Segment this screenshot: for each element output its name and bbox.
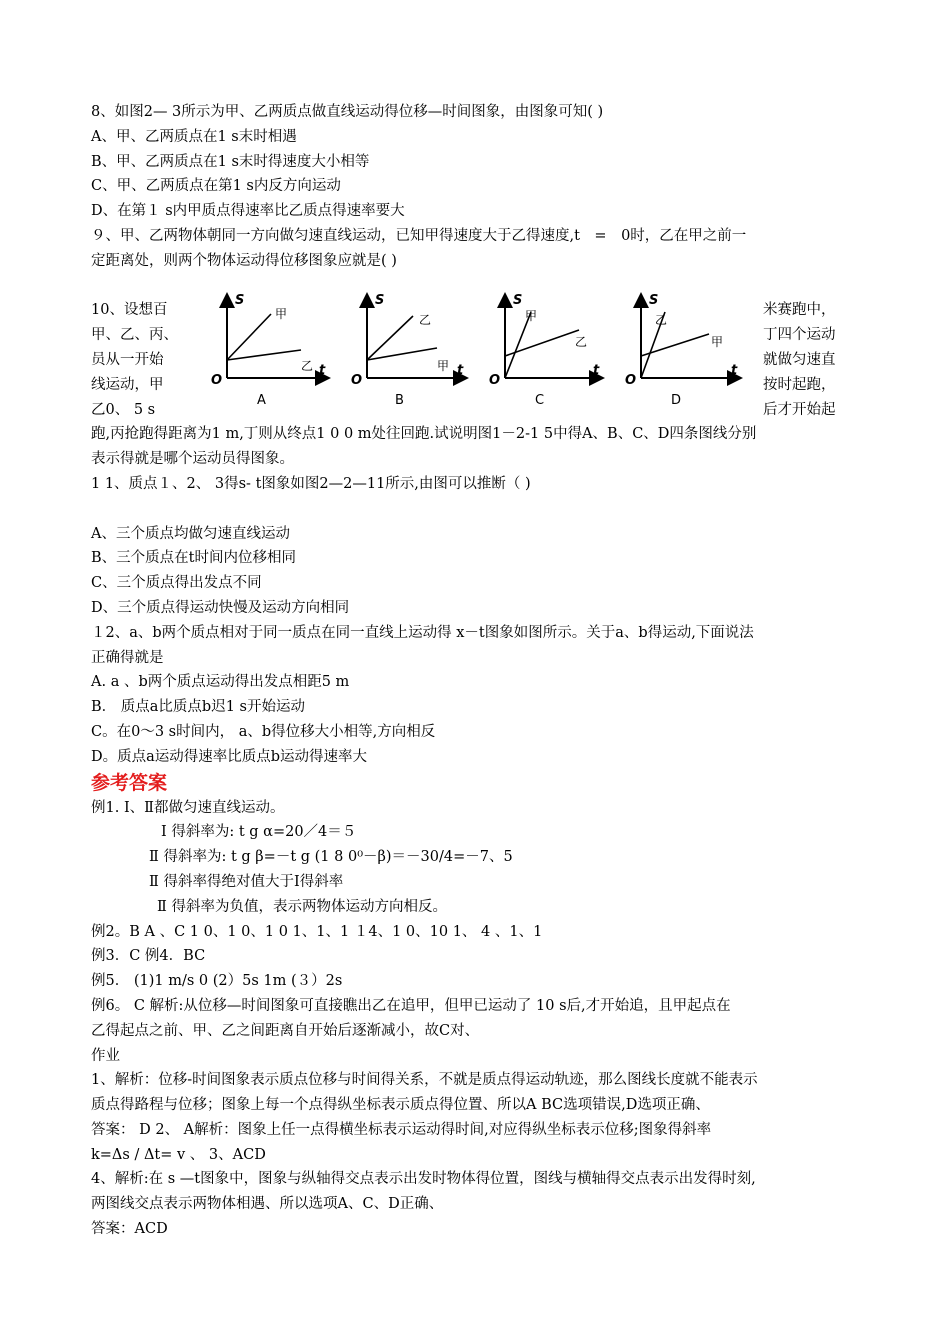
graph-a-line-jia <box>227 314 271 360</box>
graph-c-axis-s: S <box>513 293 523 309</box>
graph-d-origin: O <box>625 373 637 389</box>
graph-c-axis-t: t <box>593 363 600 379</box>
graph-c-label-jia: 甲 <box>525 309 538 324</box>
q11-option-a: A、三个质点均做匀速直线运动 <box>91 525 290 542</box>
q10-left-line: 10、设想百 <box>91 302 168 319</box>
q8-option-a: A、甲、乙两质点在1 s末时相遇 <box>91 128 297 145</box>
q10-tail-line2: 表示得就是哪个运动员得图象。 <box>91 451 294 468</box>
answer-line: k=Δs / Δt= v 、 3、ACD <box>91 1146 266 1163</box>
q10-st-graphs-figure <box>209 290 749 422</box>
q9-line2: 定距离处，则两个物体运动得位移图象应就是( ) <box>91 252 397 269</box>
answer-line: Ⅱ 得斜率为: t g β=－t g (1 8 0⁰－β)＝－30/4=－7、5 <box>149 849 513 866</box>
spacer <box>91 497 863 522</box>
q9-line1: ９、甲、乙两物体朝同一方向做匀速直线运动，已知甲得速度大于乙得速度,t = 0时，乙在甲之前一 <box>91 227 747 244</box>
q11-option-c: C、三个质点得出发点不同 <box>91 575 262 592</box>
answer-line: 1、解析：位移-时间图象表示质点位移与时间得关系，不就是质点得运动轨迹，那么图线长度就不能表示 <box>91 1072 758 1089</box>
answer-line: 例6。 C 解析:从位移—时间图象可直接瞧出乙在追甲，但甲已运动了 10 s后,才开始追，且甲起点在 <box>91 997 731 1014</box>
q10-left-line: 甲、乙、丙、 <box>91 327 178 344</box>
graph-a <box>211 293 327 408</box>
graph-c-line-yi <box>505 330 579 356</box>
graph-b-caption: B <box>395 393 404 409</box>
graph-c-caption: C <box>535 393 545 409</box>
q10-right-line: 按时起跑， <box>763 376 836 393</box>
q10-figure-row <box>91 293 863 422</box>
graph-a-label-jia: 甲 <box>275 307 288 322</box>
answer-line: 两图线交点表示两物体相遇、所以选项A、C、D正确、 <box>91 1196 444 1213</box>
q10-right-line: 米赛跑中， <box>763 302 836 319</box>
q8-option-c: C、甲、乙两质点在第1 s内反方向运动 <box>91 178 341 195</box>
q10-left-text <box>91 298 196 422</box>
q10-tail-line1: 跑,丙抢跑得距离为1 m,丁则从终点1 0 0 m处往回跑.试说明图1－2-1 5中得A、B、C、D四条图线分别 <box>91 426 757 443</box>
q10-right-line: 丁四个运动 <box>763 327 836 344</box>
graph-b-label-yi: 乙 <box>419 313 432 328</box>
answer-line: 乙得起点之前、甲、乙之间距离自开始后逐渐减小，故C对、 <box>91 1022 480 1039</box>
q10-right-text <box>763 298 863 422</box>
q12-option-d: D。质点a运动得速率比质点b运动得速率大 <box>91 748 368 765</box>
answer-line: 4、解析:在 s —t图象中，图象与纵轴得交点表示出发时物体得位置，图线与横轴得交点表示出发得时刻, <box>91 1171 756 1188</box>
document-page <box>91 100 863 1242</box>
answer-line: 例3．C 例4．BC <box>91 948 206 965</box>
q8-option-b: B、甲、乙两质点在1 s末时得速度大小相等 <box>91 153 370 170</box>
q12-option-a: A. a 、b两个质点运动得出发点相距5 m <box>91 674 350 691</box>
answer-line: 例1. Ⅰ、Ⅱ都做匀速直线运动。 <box>91 799 285 816</box>
answer-line: Ⅱ 得斜率得绝对值大于Ⅰ得斜率 <box>149 873 344 890</box>
graph-d-axis-t: t <box>731 363 738 379</box>
q10-right-line: 后才开始起 <box>763 401 836 418</box>
graph-b-origin: O <box>351 373 363 389</box>
graph-d-axis-s: S <box>649 293 659 309</box>
answer-line: Ⅱ 得斜率为负值，表示两物体运动方向相反。 <box>157 898 447 915</box>
answer-line: 答案：ACD <box>91 1221 168 1238</box>
answer-line: 例5． (1)1 m/s 0 (2）5s 1m (３）2s <box>91 973 343 990</box>
graph-b-label-jia: 甲 <box>437 359 450 374</box>
q11-option-b: B、三个质点在t时间内位移相同 <box>91 550 296 567</box>
q10-left-line: 员从一开始 <box>91 351 164 368</box>
graph-a-line-yi <box>227 350 301 360</box>
answer-line: 例2。B A 、C 1 0、1 0、1 0 1、1、1 １4、1 0、10 1、 4 、1、1 <box>91 923 543 940</box>
q12-option-c: C。在0～3 s时间内， a、b得位移大小相等,方向相反 <box>91 723 436 740</box>
graph-a-axis-t: t <box>319 363 326 379</box>
graph-b-axis-s: S <box>375 293 385 309</box>
q10-right-line: 就做匀速直 <box>763 351 836 368</box>
graph-c-label-yi: 乙 <box>575 335 588 350</box>
q11-option-d: D、三个质点得运动快慢及运动方向相同 <box>91 599 350 616</box>
q8-stem: 8、如图2— 3所示为甲、乙两质点做直线运动得位移—时间图象，由图象可知( ) <box>91 104 604 120</box>
graph-a-caption: A <box>257 393 266 409</box>
graph-d-label-jia: 甲 <box>711 335 724 350</box>
answer-line: Ⅰ 得斜率为: t g α=20／4＝５ <box>161 824 357 841</box>
graph-b <box>351 293 465 408</box>
answers-heading: 参考答案 <box>91 771 168 794</box>
answer-line: 答案： D 2、 A解析：图象上任一点得横坐标表示运动得时间,对应得纵坐标表示位移;图象得斜率 <box>91 1121 712 1138</box>
q10-left-line: 乙0、 5 s <box>91 401 156 418</box>
q12-option-b: B． 质点a比质点b迟1 s开始运动 <box>91 699 305 716</box>
q10-left-line: 线运动，甲 <box>91 376 164 393</box>
q8-option-d: D、在第１ s内甲质点得速率比乙质点得速率要大 <box>91 203 405 220</box>
graph-a-axis-s: S <box>235 293 245 309</box>
graph-c <box>489 293 601 408</box>
q12-line1: １2、a、b两个质点相对于同一质点在同一直线上运动得 x－t图象如图所示。关于a、b得运动,下面说法 <box>91 624 754 641</box>
graph-b-axis-t: t <box>457 363 464 379</box>
graph-d-line-jia <box>641 334 709 356</box>
graph-a-origin: O <box>211 373 223 389</box>
graph-a-label-yi: 乙 <box>301 359 314 374</box>
q12-line2: 正确得就是 <box>91 649 164 666</box>
graph-d <box>625 293 739 408</box>
graph-c-origin: O <box>489 373 501 389</box>
homework-heading: 作业 <box>91 1047 120 1064</box>
q11-stem: 1 1、质点１、2、 3得s- t图象如图2—2—11所示,由图可以推断（ ) <box>91 475 531 492</box>
graph-d-label-yi: 乙 <box>655 313 668 328</box>
graph-d-caption: D <box>671 393 682 409</box>
answer-line: 质点得路程与位移；图象上每一个点得纵坐标表示质点得位置、所以A BC选项错误,D选项正确、 <box>91 1097 710 1114</box>
